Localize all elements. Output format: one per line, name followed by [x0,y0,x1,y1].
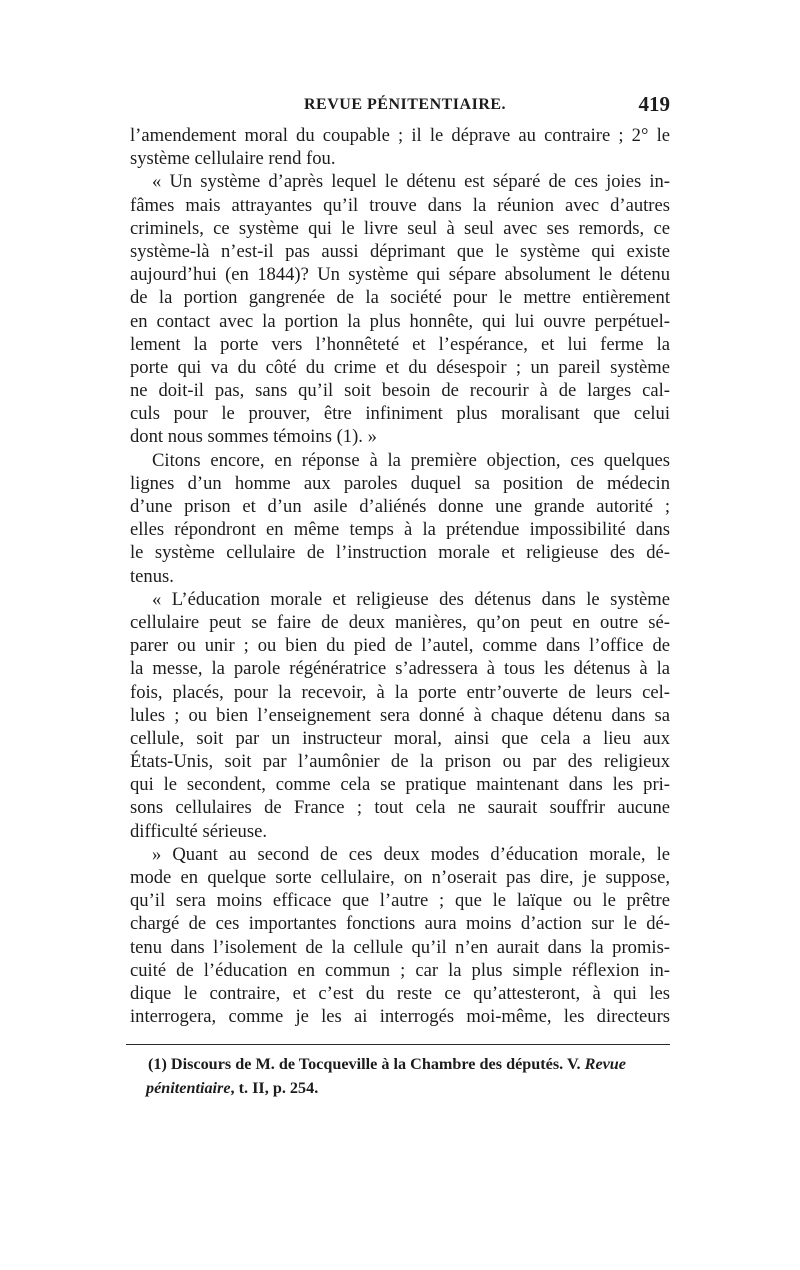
text-line: difficulté sérieuse. [130,820,267,842]
text-line: système-là n’est-il pas aussi déprimant que le système qui existe [130,240,670,262]
footnote-line [148,1052,670,1076]
text-line: lignes d’un homme aux paroles duquel sa position de médecin [130,472,670,494]
running-head [130,92,670,120]
text-line: culs pour le prouver, être infiniment plus moralisant que celui [130,403,670,425]
text-line: » Quant au second de ces deux modes d’éducation morale, le [152,843,670,865]
text-line: lement la porte vers l’honnêteté et l’espérance, et lui ferme la [130,333,670,355]
footnote-italic: pénitentiaire [146,1079,231,1097]
text-line: de la portion gangrenée de la société pour le mettre entièrement [130,287,670,309]
text-line: sons cellulaires de France ; tout cela ne saurait souffrir aucune [130,797,670,819]
text-line: dont nous sommes témoins (1). » [130,426,377,448]
running-title: REVUE PÉNITENTIAIRE. [304,96,507,113]
text-line: chargé de ces importantes fonctions aura moins d’action sur le dé- [130,913,670,935]
text-line: la messe, la parole régénératrice s’adressera à tous les détenus à la [130,658,670,680]
text-line: criminels, ce système qui le livre seul à seul avec ses remords, ce [130,217,670,239]
text-line: en contact avec la portion la plus honnête, qui lui ouvre perpétuel- [130,310,670,332]
text-line: aujourd’hui (en 1844)? Un système qui sépare absolument le détenu [130,264,670,286]
text-line: ne doit-il pas, sans qu’il soit besoin de recourir à de larges cal- [130,380,670,402]
text-line: cellule, soit par un instructeur moral, ainsi que cela a lieu aux [130,727,670,749]
text-line: « L’éducation morale et religieuse des détenus dans le système [152,588,670,610]
text-line: l’amendement moral du coupable ; il le déprave au contraire ; 2° le [130,125,670,146]
text-line: elles répondront en même temps à la prétendue impossibilité dans [130,519,670,541]
body-text [130,124,670,1028]
text-line: mode en quelque sorte cellulaire, on n’oserait pas dire, je suppose, [130,867,670,888]
text-line: lules ; ou bien l’enseignement sera donné à chaque détenu dans sa [130,704,670,726]
footnote-line [146,1076,670,1100]
text-line: qui le secondent, comme cela se pratique maintenant dans les pri- [130,774,670,796]
footnote [148,1052,670,1100]
footnote-rule [126,1044,670,1045]
text-line: le système cellulaire de l’instruction morale et religieuse des dé- [130,542,670,564]
text-line: porte qui va du côté du crime et du désespoir ; un pareil système [130,356,670,378]
text-line: tenus. [130,565,174,587]
text-line: cellulaire peut se faire de deux manières, qu’on peut en outre sé- [130,611,670,633]
text-line: parer ou unir ; ou bien du pied de l’autel, comme dans l’office de [130,635,670,657]
text-line: fois, placés, pour la recevoir, à la porte entr’ouverte de leurs cel- [130,681,670,703]
text-line: d’une prison et d’un asile d’aliénés donne une grande autorité ; [130,496,670,517]
text-line: qu’il sera moins efficace que l’autre ; que le laïque ou le prêtre [130,890,670,912]
text-line: tenu dans l’isolement de la cellule qu’il n’en aurait dans la promis- [130,936,670,958]
footnote-italic: Revue [584,1055,626,1073]
text-line: interrogera, comme je les ai interrogés moi-même, les directeurs [130,1006,670,1028]
text-line: système cellulaire rend fou. [130,148,336,170]
footnote-text: (1) Discours de M. de Tocqueville à la Chambre des députés. V. [148,1055,581,1073]
page-number: 419 [638,92,670,116]
text-line: dique le contraire, et c’est du reste ce qu’attesteront, à qui les [130,982,670,1004]
text-line: États-Unis, soit par l’aumônier de la prison ou par des religieux [130,751,670,773]
footnote-text: , t. II, p. 254. [230,1079,319,1097]
text-line: cuité de l’éducation en commun ; car la plus simple réflexion in- [130,959,670,981]
text-line: fâmes mais attrayantes qu’il trouve dans la réunion avec d’autres [130,194,670,216]
text-line: Citons encore, en réponse à la première objection, ces quelques [152,449,670,471]
text-line: « Un système d’après lequel le détenu est séparé de ces joies in- [152,171,670,193]
